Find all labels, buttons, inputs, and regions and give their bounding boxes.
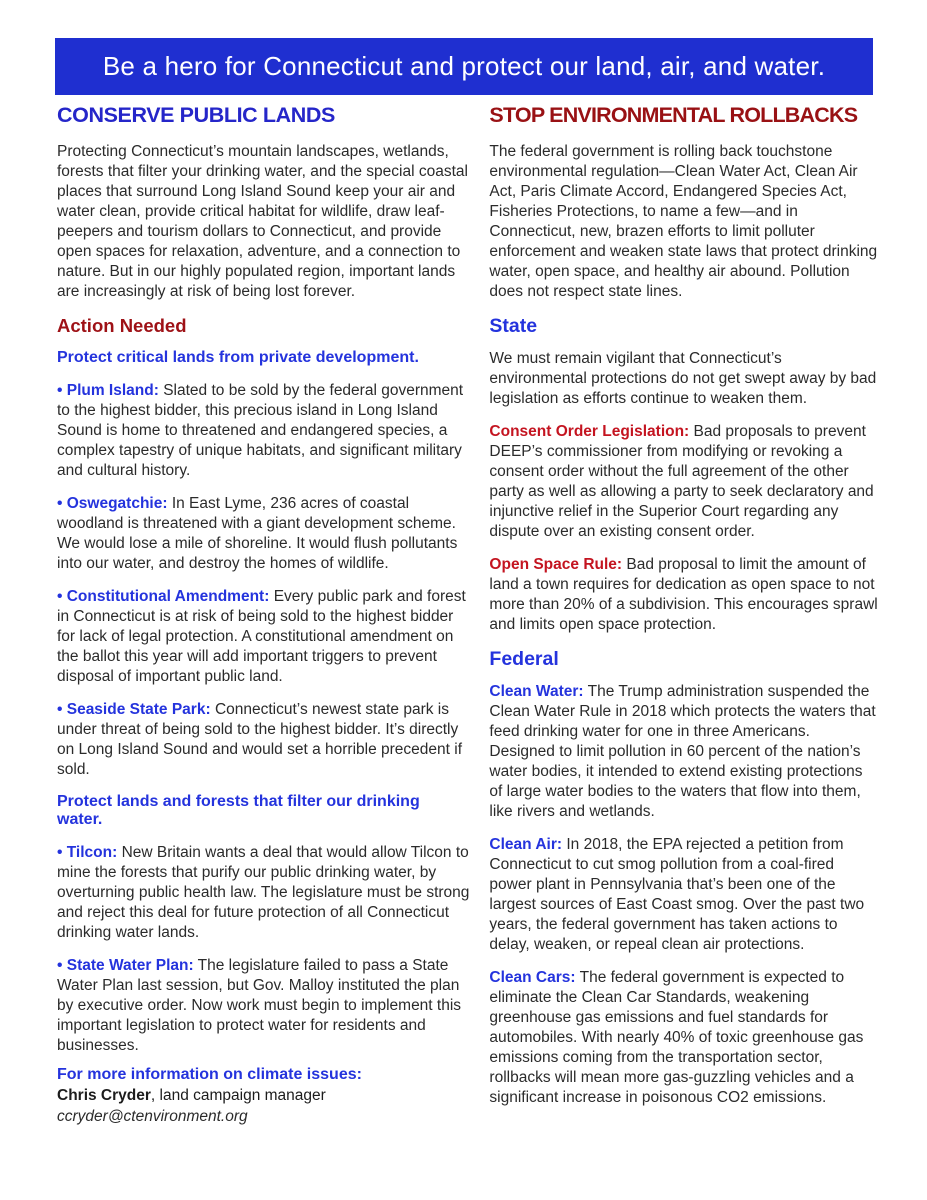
contact-block: [57, 1064, 469, 1127]
contact-heading: For more information on climate issues:: [57, 1066, 362, 1083]
item-text-consent-order-legislation: Bad proposals to prevent DEEP’s commissioner from modifying or revoking a consent order without the full agreement of the other party as well as allowing a party to seek declaratory and injunctive relief in the Superior Court regarding any dispute over an existing consent order.: [489, 423, 874, 540]
bullet-lead-oswegatchie: • Oswegatchie:: [57, 495, 168, 512]
action-needed-heading: Action Needed: [57, 315, 187, 336]
bullet-lead-constitutional-amendment: • Constitutional Amendment:: [57, 588, 270, 605]
subhead-protect-lands-forests: Protect lands and forests that filter our drinking water.: [57, 793, 420, 828]
item-open-space-rule: [489, 555, 879, 635]
content-columns: [57, 103, 879, 1127]
hero-banner-text: Be a hero for Connecticut and protect our land, air, and water.: [102, 51, 826, 81]
hero-banner: [55, 38, 873, 95]
bullet-state-water-plan: [57, 956, 469, 1056]
conserve-public-lands-heading: CONSERVE PUBLIC LANDS: [57, 103, 335, 127]
bullet-plum-island: [57, 381, 469, 481]
left-column-conserve-public-lands: [57, 103, 469, 1127]
bullet-lead-plum-island: • Plum Island:: [57, 382, 159, 399]
item-clean-cars: [489, 968, 879, 1108]
bullet-text-tilcon: New Britain wants a deal that would allow Tilcon to mine the forests that purify our public drinking water, by overturning public health law. The legislature must be strong and reject this deal for future protection of all Connecticut drinking water lands.: [57, 844, 470, 941]
item-lead-clean-water: Clean Water:: [489, 683, 584, 700]
item-clean-air: [489, 835, 879, 955]
bullet-seaside-state-park: [57, 700, 469, 780]
item-text-clean-water: The Trump administration suspended the Clean Water Rule in 2018 which protects the waters that feed drinking water for one in three Americans. Designed to limit pollution in 60 percent of the nation’s water bodies, it intended to extend existing protections of large water bodies to the waters that flow into them, like rivers and wetlands.: [489, 683, 876, 820]
federal-section-heading: Federal: [489, 648, 559, 670]
item-text-open-space-rule: Bad proposal to limit the amount of land a town requires for dedication as open space to not more than 20% of a subdivision. This encourages sprawl and limits open space protection.: [489, 556, 878, 633]
item-lead-clean-air: Clean Air:: [489, 836, 563, 853]
item-clean-water: [489, 682, 879, 822]
bullet-constitutional-amendment: [57, 587, 469, 687]
bullet-text-constitutional-amendment: Every public park and forest in Connecticut is at risk of being sold to the highest bidder for lack of legal protection. A constitutional amendment on the ballot this year will add important triggers to prevent disposal of important public land.: [57, 588, 466, 685]
stop-rollbacks-heading: STOP ENVIRONMENTAL ROLLBACKS: [489, 103, 858, 127]
contact-email: ccryder@ctenvironment.org: [57, 1108, 248, 1125]
contact-name: Chris Cryder: [57, 1087, 151, 1104]
rollbacks-intro-paragraph: The federal government is rolling back touchstone environmental regulation—Clean Water Act, Clean Air Act, Paris Climate Accord, Endangered Species Act, Fisheries Protections, to name a few—and in Connecticut, new, brazen efforts to limit polluter enforcement and weaken state laws that protect drinking water, open space, and healthy air abound. Pollution does not respect state lines.: [489, 143, 878, 300]
bullet-lead-seaside-state-park: • Seaside State Park:: [57, 701, 211, 718]
bullet-lead-tilcon: • Tilcon:: [57, 844, 118, 861]
item-consent-order-legislation: [489, 422, 879, 542]
bullet-text-plum-island: Slated to be sold by the federal government to the highest bidder, this precious island in Long Island Sound is home to threatened and endangered species, a complex tapestry of unique habitats, and significant military and cultural history.: [57, 382, 464, 479]
item-lead-open-space-rule: Open Space Rule:: [489, 556, 623, 573]
state-intro-paragraph: We must remain vigilant that Connecticut’s environmental protections do not get swept away by bad legislation as efforts continue to weaken them.: [489, 350, 877, 407]
state-section-heading: State: [489, 315, 538, 337]
conserve-intro-paragraph: Protecting Connecticut’s mountain landscapes, wetlands, forests that filter your drinking water, and the special coastal places that surround Long Island Sound keep your air and water clean, provide critical habitat for wildlife, draw leaf-peepers and tourism dollars to Connecticut, and provide open spaces for relaxation, adventure, and a connection to nature. But in our highly populated region, important lands are increasingly at risk of being lost forever.: [57, 143, 468, 300]
bullet-tilcon: [57, 843, 469, 943]
item-lead-clean-cars: Clean Cars:: [489, 969, 576, 986]
right-column-stop-rollbacks: [489, 103, 879, 1127]
bullet-text-state-water-plan: The legislature failed to pass a State Water Plan last session, but Gov. Malloy instituted the plan by executive order. Now work must begin to implement this important legislation to protect water for residents and businesses.: [57, 957, 462, 1054]
bullet-oswegatchie: [57, 494, 469, 574]
item-text-clean-air: In 2018, the EPA rejected a petition from Connecticut to cut smog pollution from a coal-fired power plant in Pennsylvania that’s been one of the largest sources of East Coast smog. Over the past two years, the federal government has taken actions to delay, weaken, or repeal clean air protections.: [489, 836, 865, 953]
contact-role: , land campaign manager: [150, 1087, 326, 1104]
bullet-text-seaside-state-park: Connecticut’s newest state park is under threat of being sold to the highest bidder. It’s directly on Long Island Sound and would set a horrible precedent if sold.: [57, 701, 463, 778]
item-text-clean-cars: The federal government is expected to eliminate the Clean Car Standards, weakening greenhouse gas emissions and fuel standards for automobiles. With nearly 40% of toxic greenhouse gas emissions coming from the transportation sector, rollbacks will mean more gas-guzzling vehicles and a significant increase in poisonous CO2 emissions.: [489, 969, 864, 1106]
subhead-protect-critical-lands: Protect critical lands from private development.: [57, 349, 419, 366]
bullet-text-oswegatchie: In East Lyme, 236 acres of coastal woodland is threatened with a giant development scheme. We would lose a mile of shoreline. It would flush pollutants into our water, and destroy the homes of wildlife.: [57, 495, 458, 572]
item-lead-consent-order-legislation: Consent Order Legislation:: [489, 423, 690, 440]
bullet-lead-state-water-plan: • State Water Plan:: [57, 957, 194, 974]
contact-person-line: [57, 1085, 469, 1106]
